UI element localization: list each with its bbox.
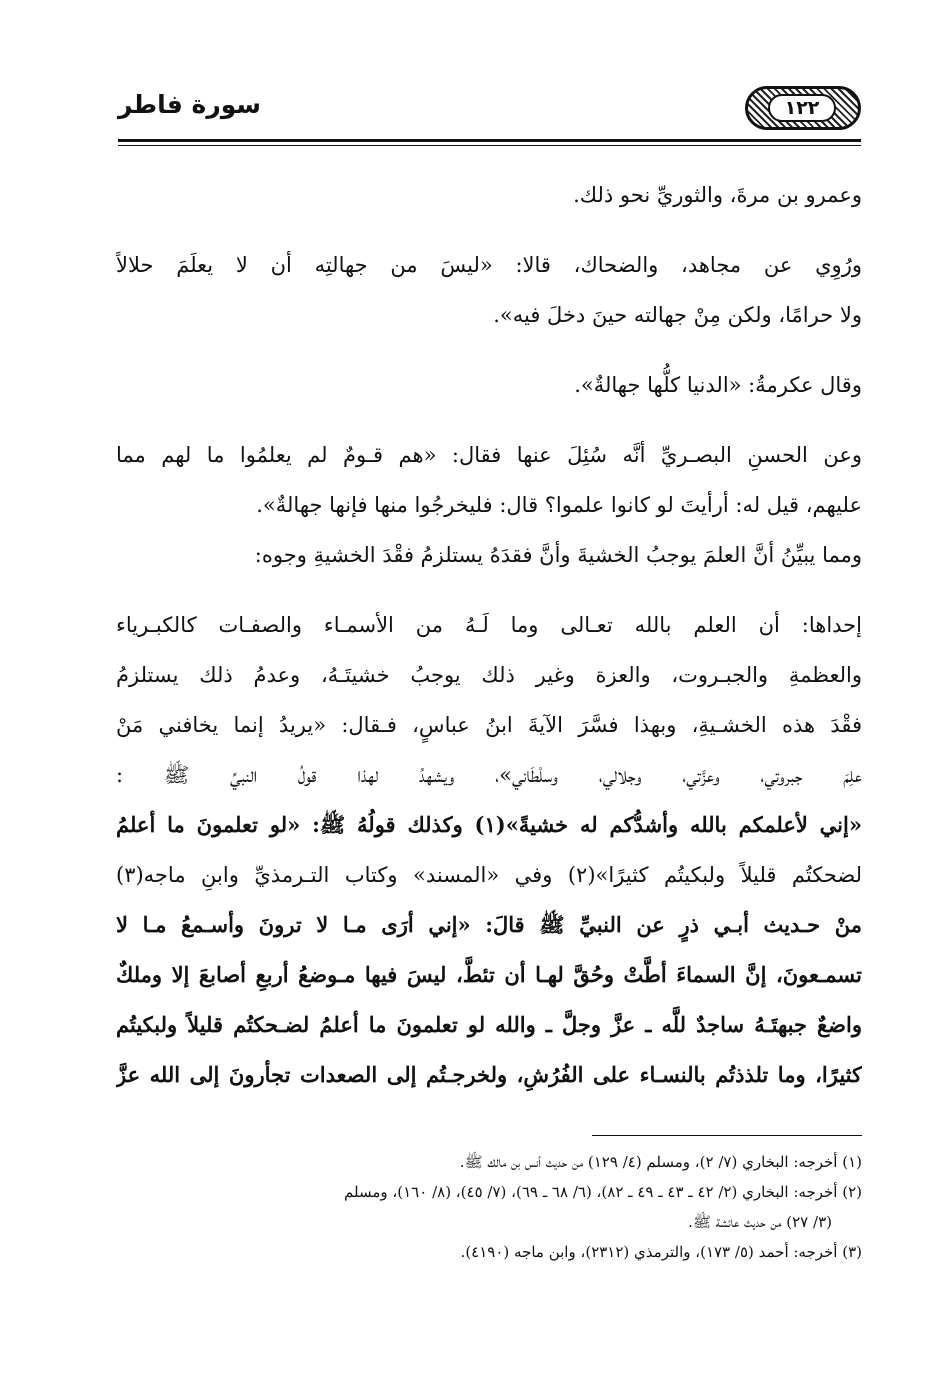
text-line: إحداها: أن العلم بالله تعـالى وما لَـهُ من الأسمـاء والصفـات كالكبـرياء [116, 613, 862, 637]
text-line: وعن الحسنِ البصـريِّ أنَّه سُئِلَ عنها فقال: «هم قـومٌ لم يعلمُوا ما لهم مما [116, 443, 862, 467]
header-rule [118, 139, 861, 146]
text-line: وقال عكرمةُ: «الدنيا كلُّها جهالةٌ». [574, 373, 862, 397]
surah-title: سورة فاطر [118, 90, 261, 119]
page-number: ١٢٢ [768, 94, 836, 122]
text-line: «إني لأعلمكم بالله وأشدُّكم له خشيةً»(١) وكذلك قولُهُ ﷺ: «لو تعلمونَ ما أعلمُ [116, 812, 862, 837]
text-line: وعمرو بن مرةَ، والثوريِّ نحو ذلك. [573, 183, 862, 207]
text-line: كثيرًا، وما تلذذتُم بالنسـاء على الفُرُشِ، ولخرجـتُم إلى الصعدات تجأرونَ إلى الله عزَّ [116, 1062, 862, 1087]
body-text [116, 170, 862, 1100]
text-line: واضعٌ جبهتَـهُ ساجدٌ للَّه ـ عزَّ وجلَّ ـ والله لو تعلمونَ ما أعلمُ لضـحكتُم قليلاً ولبكيتُم [116, 1012, 862, 1037]
footnote-rule [592, 1135, 862, 1136]
text-line: فقْدَ هذه الخشـيةِ، وبهذا فسَّرَ الآيةَ ابنُ عباسٍ، فـقال: «يريدُ إنما يخافني مَنْ [116, 713, 862, 737]
text-line: ولا حرامًا، ولكن مِنْ جهالته حينَ دخلَ فيه». [493, 303, 862, 327]
text-line: منْ حـديث أبـي ذرٍ عن النبيِّ ﷺ قالَ: «إني أرَى مـا لا ترونَ وأسـمعُ مـا لا [116, 912, 862, 937]
text-line: عليهم، قيل له: أرأيتَ لو كانوا علموا؟ قال: فليخرجُوا منها فإنها جهالةٌ». [256, 493, 862, 517]
footnotes [116, 1147, 862, 1267]
footnote-3: (٣) أخرجه: أحمد (٥/ ١٧٣)، والترمذي (٢٣١٢)، وابن ماجه (٤١٩٠). [460, 1243, 862, 1261]
text-line: ورُوِي عن مجاهد، والضحاك، قالا: «ليسَ من جهالتِه أن لا يعلَمَ حلالاً [116, 253, 862, 277]
page-number-badge [745, 86, 861, 130]
footnote-2: (٢) أخرجه: البخاري (٢/ ٤٢ ـ ٤٣ ـ ٤٩ ـ ٨٢)، (٦/ ٦٨ ـ ٦٩)، (٧/ ٤٥)، (٨/ ١٦٠)، ومسلم [344, 1183, 862, 1201]
text-line: علِمَ جبروتي، وعزَّتي، وجلالي، وسلْطَاني»، ويشهدُ لهذا قولُ النبيِّ ﷺ : [116, 763, 862, 787]
text-line: ومما يبيِّنُ أنَّ العلمَ يوجبُ الخشيةَ وأنَّ فقدَهُ يستلزمُ فقْدَ الخشيةِ وجوه: [254, 543, 862, 567]
footnote-2-continued: (٣/ ٢٧) من حديث عائشة ﷺ. [688, 1213, 832, 1231]
text-line: لضحكتُم قليلاً ولبكيتُم كثيرًا»(٢) وفي «المسند» وكتاب التـرمذيِّ وابنِ ماجه(٣) [116, 863, 862, 887]
footnote-1: (١) أخرجه: البخاري (٧/ ٢)، ومسلم (٤/ ١٢٩) من حديث أنس بن مالك ﷺ. [459, 1153, 862, 1171]
text-line: تسمـعونَ، إنَّ السماءَ أطَّتْ وحُقَّ لهـا أن تئطَّ، ليسَ فيها مـوضعُ أربعِ أصابعَ إلا وملكٌ [116, 962, 862, 987]
page-header [118, 86, 861, 140]
text-line: والعظمةِ والجبـروت، والعزة وغير ذلك يوجبُ خشيتَـهُ، وعدمُ ذلك يستلزمُ [116, 663, 862, 687]
